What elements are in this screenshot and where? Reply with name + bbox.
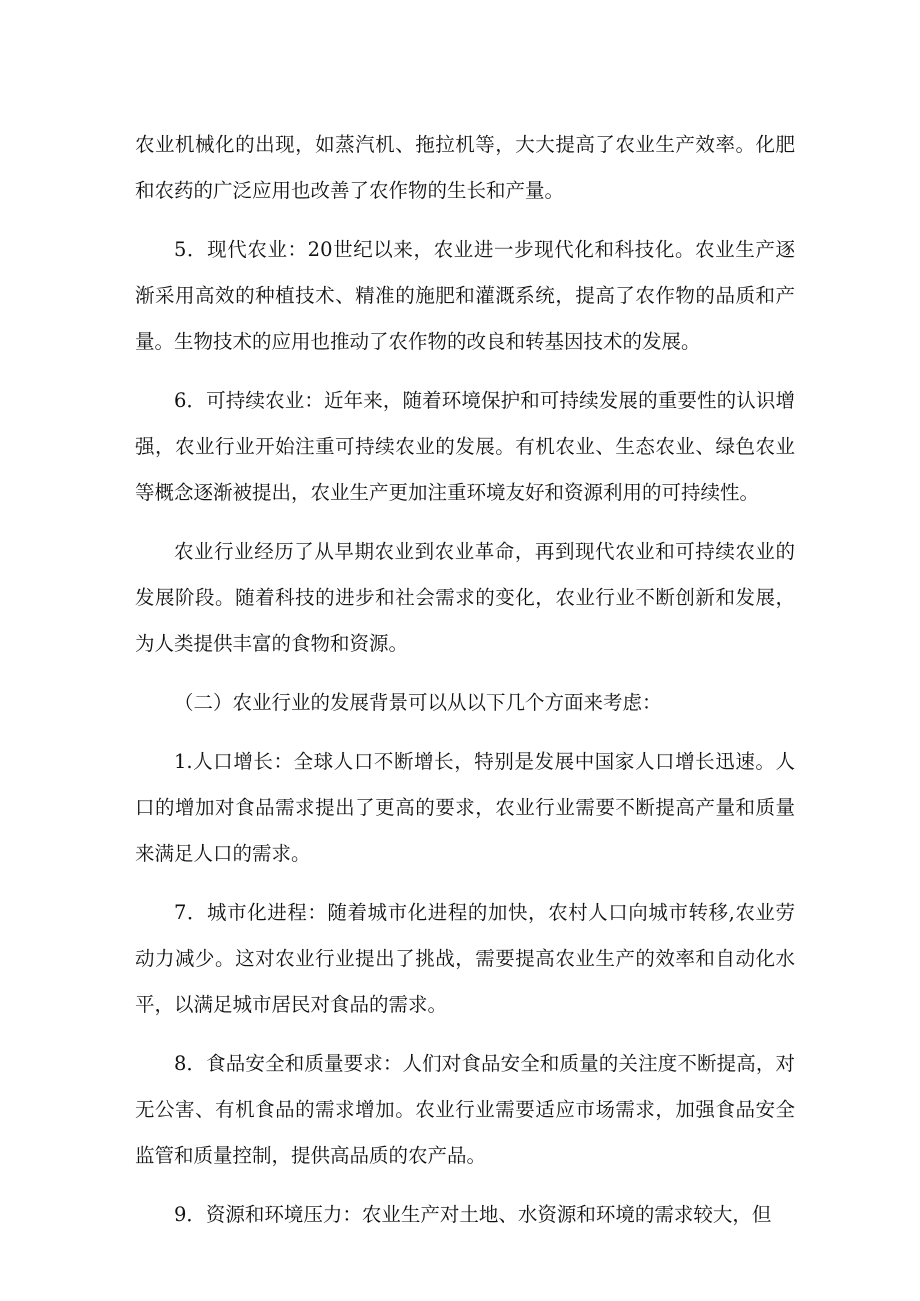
paragraph-7: 7．城市化进程：随着城市化进程的加快，农村人口向城市转移,农业劳动力减少。这对农业行业提出了挑战，需要提高农业生产的效率和自动化水平，以满足城市居民对食品的需求。 <box>135 901 795 1016</box>
paragraph-9: 9．资源和环境压力：农业生产对土地、水资源和环境的需求较大，但 <box>174 1203 772 1226</box>
document-body <box>135 122 795 1251</box>
paragraph-2: 5．现代农业：20世纪以来，农业进一步现代化和科技化。农业生产逐渐采用高效的种植技术、精准的施肥和灌溉系统，提高了农作物的品质和产量。生物技术的应用也推动了农作物的改良和转基因技术的发展。 <box>135 238 795 353</box>
paragraph-6: 1.人口增长：全球人口不断增长，特别是发展中国家人口增长迅速。人口的增加对食品需求提出了更高的要求，农业行业需要不断提高产量和质量来满足人口的需求。 <box>135 750 795 865</box>
paragraph-8: 8．食品安全和质量要求：人们对食品安全和质量的关注度不断提高，对无公害、有机食品的需求增加。农业行业需要适应市场需求，加强食品安全监管和质量控制，提供高品质的农产品。 <box>135 1052 795 1167</box>
paragraph-3: 6．可持续农业：近年来，随着环境保护和可持续发展的重要性的认识增强，农业行业开始注重可持续农业的发展。有机农业、生态农业、绿色农业等概念逐渐被提出，农业生产更加注重环境友好和资源利用的可持续性。 <box>135 389 795 504</box>
paragraph-1: 农业机械化的出现，如蒸汽机、拖拉机等，大大提高了农业生产效率。化肥和农药的广泛应用也改善了农作物的生长和产量。 <box>135 133 795 202</box>
paragraph-4: 农业行业经历了从早期农业到农业革命，再到现代农业和可持续农业的发展阶段。随着科技的进步和社会需求的变化，农业行业不断创新和发展，为人类提供丰富的食物和资源。 <box>135 540 795 655</box>
section-heading: （二）农业行业的发展背景可以从以下几个方面来考虑： <box>174 691 662 714</box>
